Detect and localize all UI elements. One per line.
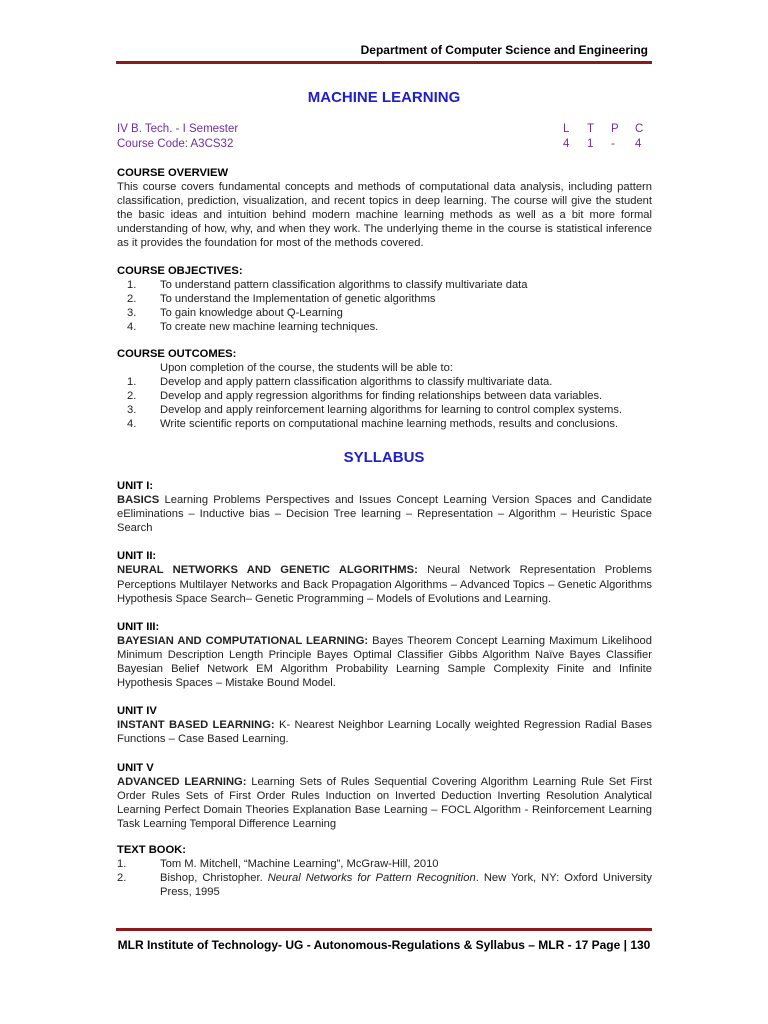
page-footer: MLR Institute of Technology- UG - Autonomous-Regulations & Syllabus – MLR - 17 Page | 130 bbox=[117, 938, 651, 952]
unit-2: UNIT II: NEURAL NETWORKS AND GENETIC ALGORITHMS: Neural Network Representation Problems Perceptions Multilayer Networks and Back Propagation Algorithms – Advanced Topics – Genetic Algorithms Hypothesis Space Search– Genetic Programming – Models of Evolutions and Learning. bbox=[117, 550, 652, 605]
ltpc-value: - bbox=[611, 138, 615, 150]
list-item: 1. To understand pattern classification algorithms to classify multivariate data bbox=[127, 279, 528, 292]
unit-1: UNIT I: BASICS Learning Problems Perspectives and Issues Concept Learning Version Spaces and Candidate eEliminations – Inductive bias – Decision Tree learning – Representation – Algorithm – Heuristic Space Search bbox=[117, 480, 652, 535]
unit-4: UNIT IV INSTANT BASED LEARNING: K- Nearest Neighbor Learning Locally weighted Regression Radial Bases Functions – Case Based Learning. bbox=[117, 705, 652, 746]
overview-text: This course covers fundamental concepts and methods of computational data analysis, including pattern classification, prediction, visualization, and recent topics in deep learning. The course will give the student the basic ideas and intuition behind modern machine learning methods as well as a bit more formal understanding of how, why, and when they work. The underlying theme in the course is statistical inference as it provides the foundation for most of the methods covered. bbox=[117, 181, 652, 250]
outcomes-intro: Upon completion of the course, the students will be able to: bbox=[160, 362, 453, 375]
list-item: 4. To create new machine learning techniques. bbox=[127, 321, 379, 334]
ltpc-table bbox=[563, 122, 659, 152]
course-title: MACHINE LEARNING bbox=[307, 89, 461, 106]
course-meta bbox=[117, 122, 238, 152]
list-item: 2. To understand the Implementation of genetic algorithms bbox=[127, 293, 436, 306]
ltpc-label: L bbox=[563, 123, 570, 135]
textbook-list bbox=[117, 857, 652, 899]
ltpc-value: 4 bbox=[563, 138, 570, 150]
semester: IV B. Tech. - I Semester bbox=[117, 123, 239, 135]
course-outcomes bbox=[117, 347, 652, 432]
list-item: 3. Develop and apply reinforcement learning algorithms for learning to control complex systems. bbox=[127, 404, 623, 417]
course-overview bbox=[117, 166, 652, 251]
objectives-heading: COURSE OBJECTIVES: bbox=[117, 265, 243, 277]
syllabus-units bbox=[117, 479, 652, 845]
unit-5: UNIT V ADVANCED LEARNING: Learning Sets of Rules Sequential Covering Algorithm Learning Rule Set First Order Rules Sets of First Order Rules Induction on Inverted Deduction Inverting Resolution Analytical Learning Perfect Domain Theories Explanation Base Learning – FOCL Algorithm - Reinforcement Learning Task Learning Temporal Difference Learning bbox=[117, 761, 653, 830]
text-book bbox=[117, 843, 652, 899]
ltpc-value: 4 bbox=[635, 138, 642, 150]
unit-3: UNIT III: BAYESIAN AND COMPUTATIONAL LEARNING: Bayes Theorem Concept Learning Maximum Likelihood Minimum Description Length Principle Bayes Optimal Classifier Gibbs Algorithm Naïve Bayes Classifier Bayesian Belief Network EM Algorithm Probability Learning Sample Complexity Finite and Infinite Hypothesis Spaces – Mistake Bound Model. bbox=[117, 620, 652, 690]
list-item: 2. Bishop, Christopher. Neural Networks for Pattern Recognition. New York, NY: Oxford University Press, 1995 bbox=[117, 872, 652, 899]
course-objectives bbox=[117, 264, 652, 334]
ltpc-value: 1 bbox=[587, 138, 594, 150]
ltpc-label: T bbox=[587, 123, 595, 135]
list-item: 2. Develop and apply regression algorithms for finding relationships between data variables. bbox=[127, 390, 603, 403]
outcomes-heading: COURSE OUTCOMES: bbox=[117, 348, 237, 360]
list-item: 4. Write scientific reports on computational machine learning methods, results and conclusions. bbox=[127, 418, 619, 431]
department-header: Department of Computer Science and Engineering bbox=[360, 43, 648, 57]
list-item: 3. To gain knowledge about Q-Learning bbox=[127, 307, 343, 320]
ltpc-values bbox=[563, 137, 659, 152]
header-rule bbox=[116, 61, 652, 64]
course-code: Course Code: A3CS32 bbox=[117, 138, 234, 150]
footer-rule bbox=[116, 928, 652, 931]
ltpc-labels bbox=[563, 122, 659, 137]
list-item: 1. Develop and apply pattern classification algorithms to classify multivariate data. bbox=[127, 376, 553, 389]
textbook-heading: TEXT BOOK: bbox=[117, 844, 186, 856]
ltpc-label: P bbox=[611, 123, 619, 135]
ltpc-label: C bbox=[635, 123, 644, 135]
syllabus-heading: SYLLABUS bbox=[343, 449, 425, 466]
overview-heading: COURSE OVERVIEW bbox=[117, 167, 229, 179]
outcomes-list bbox=[117, 375, 652, 431]
list-item: 1. Tom M. Mitchell, “Machine Learning”, McGraw-Hill, 2010 bbox=[117, 858, 439, 871]
objectives-list bbox=[117, 278, 652, 334]
